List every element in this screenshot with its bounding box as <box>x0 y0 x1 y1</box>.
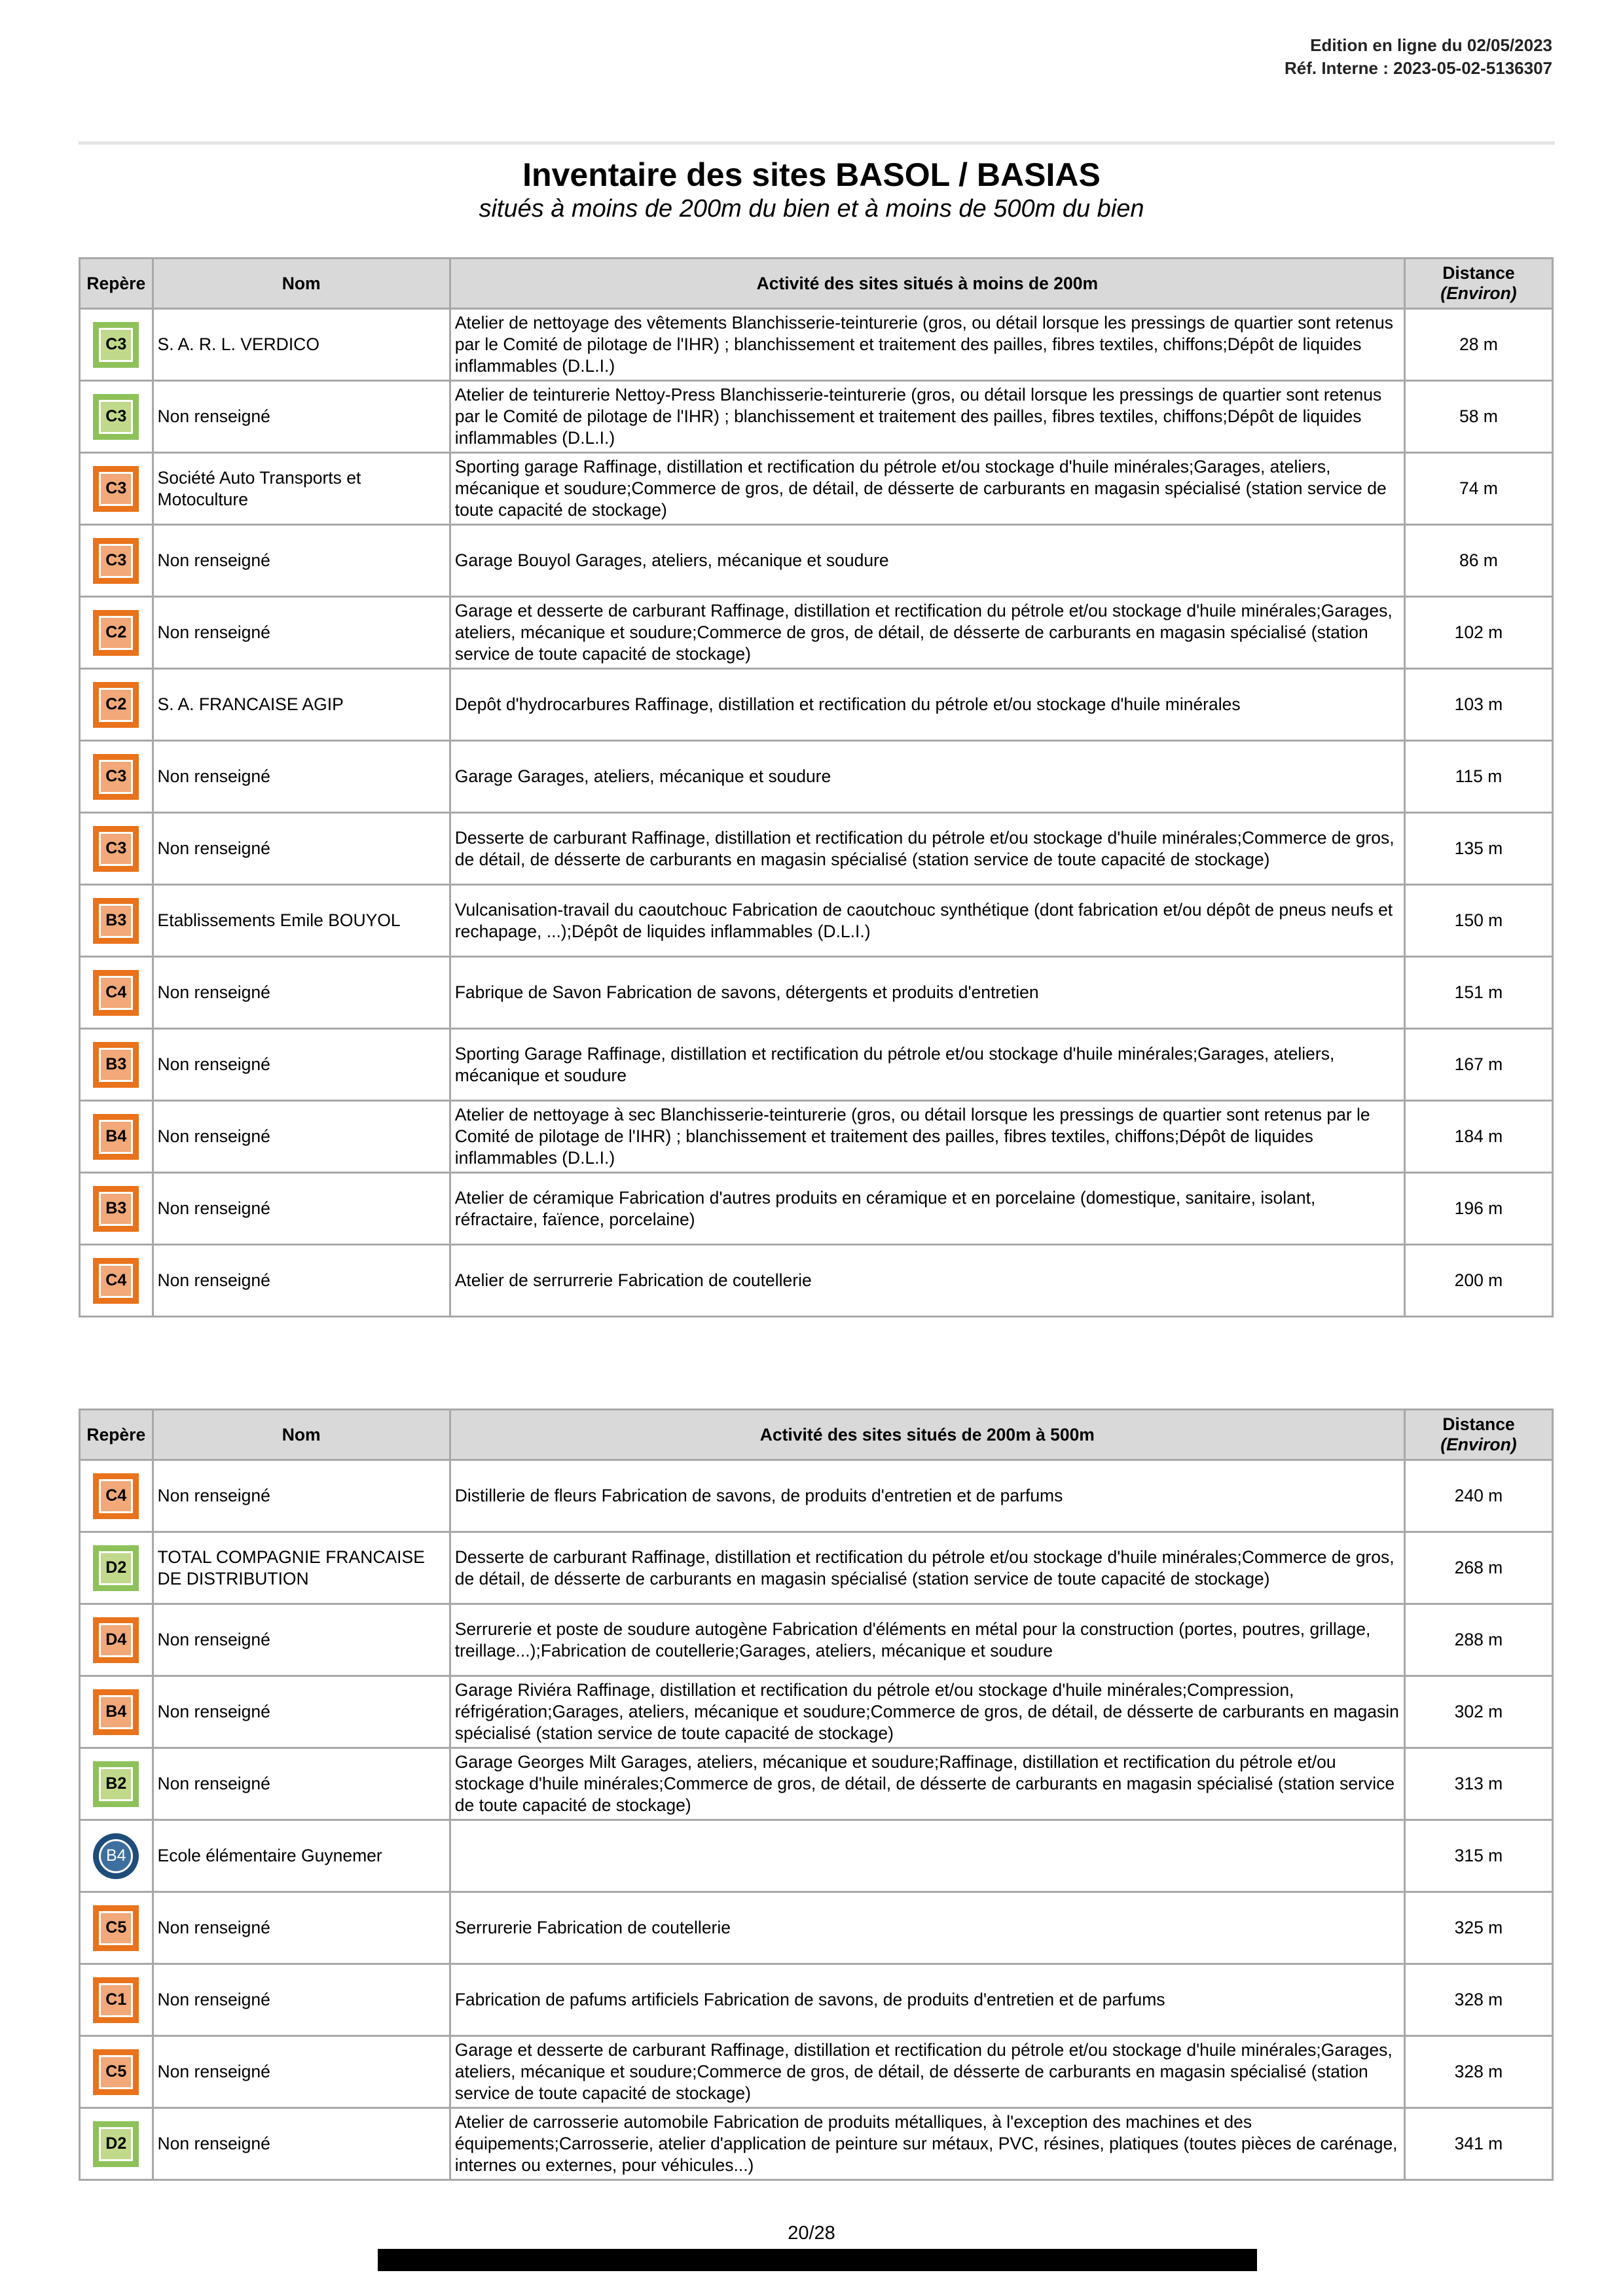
table-header-row <box>80 259 1553 309</box>
repere-marker-icon <box>93 1114 139 1160</box>
edition-info <box>1285 34 1552 80</box>
repere-label: B4 <box>99 1695 133 1729</box>
site-activity-cell: Atelier de céramique Fabrication d'autres produits en céramique et en porcelaine (domestique, sanitaire, isolant, réfractaire, faïence, porcelaine) <box>450 1173 1404 1245</box>
repere-marker-icon <box>93 466 139 512</box>
col-header-activite: Activité des sites situés de 200m à 500m <box>450 1410 1404 1460</box>
site-distance-cell: 325 m <box>1404 1892 1552 1964</box>
distance-label: Distance <box>1442 263 1515 283</box>
repere-cell <box>80 1892 153 1964</box>
repere-marker-icon <box>93 2049 139 2095</box>
repere-marker-icon <box>93 826 139 872</box>
table-row <box>80 1245 1553 1317</box>
repere-label: B4 <box>99 1839 133 1873</box>
repere-marker-icon <box>93 1977 139 2023</box>
site-activity-cell: Garage Bouyol Garages, ateliers, mécanique et soudure <box>450 525 1404 597</box>
repere-cell <box>80 2036 153 2108</box>
edition-date: Edition en ligne du 02/05/2023 <box>1310 35 1552 55</box>
repere-marker-icon <box>93 1761 139 1807</box>
site-activity-cell: Garage Georges Milt Garages, ateliers, mécanique et soudure;Raffinage, distillation et rectification du pétrole et/ou stockage d'huile minérales;Commerce de gros, de détail, de désserte de carburants en magasin spécialisé (station service de toute capacité de stockage) <box>450 1748 1404 1820</box>
site-distance-cell: 315 m <box>1404 1820 1552 1892</box>
site-activity-cell: Garage et desserte de carburant Raffinage, distillation et rectification du pétrole et/ou stockage d'huile minérales;Garages, ateliers, mécanique et soudure;Commerce de gros, de détail, de désserte de carburants en magasin spécialisé (station service de toute capacité de stockage) <box>450 597 1404 669</box>
site-activity-cell: Fabrication de pafums artificiels Fabrication de savons, de produits d'entretien et de parfums <box>450 1964 1404 2036</box>
repere-marker-icon <box>93 1473 139 1519</box>
table-row <box>80 525 1553 597</box>
site-activity-cell: Garage et desserte de carburant Raffinage, distillation et rectification du pétrole et/ou stockage d'huile minérales;Garages, ateliers, mécanique et soudure;Commerce de gros, de détail, de désserte de carburants en magasin spécialisé (station service de toute capacité de stockage) <box>450 2036 1404 2108</box>
site-distance-cell: 74 m <box>1404 453 1552 525</box>
repere-cell <box>80 453 153 525</box>
sites-table-under-200m <box>79 257 1554 1318</box>
repere-label: D2 <box>99 2127 133 2161</box>
site-distance-cell: 196 m <box>1404 1173 1552 1245</box>
site-distance-cell: 268 m <box>1404 1532 1552 1604</box>
repere-label: C4 <box>99 1264 133 1298</box>
site-name-cell: S. A. R. L. VERDICO <box>153 309 450 381</box>
site-name-cell: Non renseigné <box>153 813 450 885</box>
repere-marker-icon <box>93 322 139 368</box>
repere-cell <box>80 1748 153 1820</box>
repere-cell <box>80 597 153 669</box>
repere-marker-icon <box>93 682 139 728</box>
repere-cell <box>80 1460 153 1532</box>
repere-cell <box>80 1029 153 1101</box>
repere-cell <box>80 1676 153 1748</box>
repere-label: B3 <box>99 904 133 938</box>
table-row <box>80 1604 1553 1676</box>
repere-cell <box>80 669 153 741</box>
repere-marker-icon <box>93 970 139 1016</box>
page-number: 20/28 <box>788 2223 835 2244</box>
site-name-cell: Non renseigné <box>153 597 450 669</box>
repere-label: C4 <box>99 976 133 1010</box>
site-activity-cell: Atelier de serrurrerie Fabrication de coutellerie <box>450 1245 1404 1317</box>
repere-marker-icon <box>93 394 139 440</box>
table-row <box>80 1173 1553 1245</box>
repere-cell <box>80 741 153 813</box>
site-activity-cell: Desserte de carburant Raffinage, distillation et rectification du pétrole et/ou stockage d'huile minérales;Commerce de gros, de détail, de désserte de carburants en magasin spécialisé (station service de toute capacité de stockage) <box>450 1532 1404 1604</box>
site-name-cell: Non renseigné <box>153 381 450 453</box>
repere-cell <box>80 381 153 453</box>
repere-label: C3 <box>99 832 133 866</box>
site-name-cell: Non renseigné <box>153 1676 450 1748</box>
table-row <box>80 813 1553 885</box>
repere-marker-icon <box>93 1689 139 1735</box>
repere-label: D2 <box>99 1551 133 1585</box>
site-activity-cell: Sporting Garage Raffinage, distillation et rectification du pétrole et/ou stockage d'huile minérales;Garages, ateliers, mécanique et soudure <box>450 1029 1404 1101</box>
repere-cell <box>80 885 153 957</box>
site-name-cell: S. A. FRANCAISE AGIP <box>153 669 450 741</box>
site-distance-cell: 151 m <box>1404 957 1552 1029</box>
table-row <box>80 1748 1553 1820</box>
site-distance-cell: 28 m <box>1404 309 1552 381</box>
site-distance-cell: 167 m <box>1404 1029 1552 1101</box>
footer-bar <box>378 2249 1257 2271</box>
table-row <box>80 1820 1553 1892</box>
repere-cell <box>80 1604 153 1676</box>
repere-marker-icon <box>93 610 139 656</box>
header-divider <box>79 141 1555 145</box>
site-distance-cell: 150 m <box>1404 885 1552 957</box>
repere-label: B3 <box>99 1048 133 1082</box>
site-name-cell: Non renseigné <box>153 1029 450 1101</box>
repere-label: C3 <box>99 544 133 578</box>
site-name-cell: Etablissements Emile BOUYOL <box>153 885 450 957</box>
site-name-cell: Non renseigné <box>153 1604 450 1676</box>
site-activity-cell: Atelier de nettoyage à sec Blanchisserie-teinturerie (gros, ou détail lorsque les pressings de quartier sont retenus par le Comité de pilotage de l'IHR) ; blanchissement et traitement des pailles, fibres textiles, chiffons;Dépôt de liquides inflammables (D.L.I.) <box>450 1101 1404 1173</box>
table-row <box>80 1892 1553 1964</box>
table-row <box>80 1460 1553 1532</box>
site-distance-cell: 341 m <box>1404 2108 1552 2180</box>
col-header-activite: Activité des sites situés à moins de 200m <box>450 259 1404 309</box>
table-row <box>80 885 1553 957</box>
table-row <box>80 309 1553 381</box>
table-row <box>80 1964 1553 2036</box>
site-name-cell: Société Auto Transports et Motoculture <box>153 453 450 525</box>
site-distance-cell: 328 m <box>1404 2036 1552 2108</box>
site-distance-cell: 313 m <box>1404 1748 1552 1820</box>
repere-label: C4 <box>99 1479 133 1513</box>
table-row <box>80 2036 1553 2108</box>
site-name-cell: Non renseigné <box>153 1245 450 1317</box>
repere-marker-icon <box>93 2121 139 2167</box>
repere-marker-icon <box>93 1617 139 1663</box>
page-title: Inventaire des sites BASOL / BASIAS <box>522 156 1101 193</box>
table-row <box>80 669 1553 741</box>
table-header-row <box>80 1410 1553 1460</box>
site-name-cell: Non renseigné <box>153 1892 450 1964</box>
sites-table-200m-to-500m <box>79 1408 1554 2181</box>
site-activity-cell <box>450 1820 1404 1892</box>
repere-marker-icon <box>93 1905 139 1951</box>
repere-cell <box>80 1173 153 1245</box>
repere-marker-icon <box>93 1186 139 1232</box>
distance-sublabel: (Environ) <box>1440 283 1517 303</box>
repere-label: B4 <box>99 1120 133 1154</box>
site-name-cell: Ecole élémentaire Guynemer <box>153 1820 450 1892</box>
repere-cell <box>80 813 153 885</box>
table-row <box>80 381 1553 453</box>
site-activity-cell: Atelier de carrosserie automobile Fabrication de produits métalliques, à l'exception des machines et des équipements;Carrosserie, atelier d'application de peinture sur métaux, PVC, résines, platiques (toutes pièces de carénage, internes ou externes, pour véhicules...) <box>450 2108 1404 2180</box>
repere-cell <box>80 1820 153 1892</box>
site-distance-cell: 328 m <box>1404 1964 1552 2036</box>
repere-cell <box>80 2108 153 2180</box>
repere-label: D4 <box>99 1623 133 1657</box>
site-activity-cell: Serrurerie et poste de soudure autogène Fabrication d'éléments en métal pour la construction (portes, poutres, grillage, treillage...);Fabrication de coutellerie;Garages, ateliers, mécanique et soudure <box>450 1604 1404 1676</box>
table-row <box>80 1676 1553 1748</box>
site-name-cell: Non renseigné <box>153 957 450 1029</box>
repere-marker-icon <box>93 1833 139 1879</box>
repere-cell <box>80 1245 153 1317</box>
table-row <box>80 1101 1553 1173</box>
repere-label: B2 <box>99 1767 133 1801</box>
repere-marker-icon <box>93 898 139 944</box>
site-activity-cell: Atelier de nettoyage des vêtements Blanchisserie-teinturerie (gros, ou détail lorsque les pressings de quartier sont retenus par le Comité de pilotage de l'IHR) ; blanchissement et traitement des pailles, fibres textiles, chiffons;Dépôt de liquides inflammables (D.L.I.) <box>450 309 1404 381</box>
col-header-distance <box>1404 1410 1552 1460</box>
repere-label: C1 <box>99 1983 133 2017</box>
site-activity-cell: Desserte de carburant Raffinage, distillation et rectification du pétrole et/ou stockage d'huile minérales;Commerce de gros, de détail, de désserte de carburants en magasin spécialisé (station service de toute capacité de stockage) <box>450 813 1404 885</box>
repere-cell <box>80 1964 153 2036</box>
repere-marker-icon <box>93 1258 139 1304</box>
site-activity-cell: Garage Garages, ateliers, mécanique et soudure <box>450 741 1404 813</box>
repere-cell <box>80 309 153 381</box>
table-row <box>80 1532 1553 1604</box>
col-header-repere: Repère <box>80 1410 153 1460</box>
repere-marker-icon <box>93 1042 139 1088</box>
site-activity-cell: Depôt d'hydrocarbures Raffinage, distillation et rectification du pétrole et/ou stockage d'huile minérales <box>450 669 1404 741</box>
table-row <box>80 741 1553 813</box>
repere-cell <box>80 1101 153 1173</box>
site-distance-cell: 200 m <box>1404 1245 1552 1317</box>
col-header-nom: Nom <box>153 1410 450 1460</box>
site-name-cell: Non renseigné <box>153 1748 450 1820</box>
site-distance-cell: 58 m <box>1404 381 1552 453</box>
site-distance-cell: 86 m <box>1404 525 1552 597</box>
repere-label: C3 <box>99 328 133 362</box>
site-distance-cell: 288 m <box>1404 1604 1552 1676</box>
table-row <box>80 2108 1553 2180</box>
site-name-cell: Non renseigné <box>153 1101 450 1173</box>
site-distance-cell: 102 m <box>1404 597 1552 669</box>
site-name-cell: Non renseigné <box>153 2036 450 2108</box>
repere-cell <box>80 957 153 1029</box>
site-activity-cell: Vulcanisation-travail du caoutchouc Fabrication de caoutchouc synthétique (dont fabrication et/ou dépôt de pneus neufs et rechapage, ...);Dépôt de liquides inflammables (D.L.I.) <box>450 885 1404 957</box>
repere-label: C5 <box>99 2055 133 2089</box>
table-row <box>80 957 1553 1029</box>
site-distance-cell: 302 m <box>1404 1676 1552 1748</box>
table-row <box>80 1029 1553 1101</box>
distance-label: Distance <box>1442 1414 1515 1434</box>
repere-label: C2 <box>99 616 133 650</box>
site-distance-cell: 184 m <box>1404 1101 1552 1173</box>
site-name-cell: Non renseigné <box>153 1964 450 2036</box>
repere-cell <box>80 525 153 597</box>
site-name-cell: Non renseigné <box>153 2108 450 2180</box>
site-activity-cell: Serrurerie Fabrication de coutellerie <box>450 1892 1404 1964</box>
site-distance-cell: 103 m <box>1404 669 1552 741</box>
repere-label: C3 <box>99 400 133 434</box>
repere-label: C3 <box>99 472 133 506</box>
repere-marker-icon <box>93 538 139 584</box>
col-header-distance <box>1404 259 1552 309</box>
distance-sublabel: (Environ) <box>1440 1435 1517 1454</box>
site-name-cell: Non renseigné <box>153 525 450 597</box>
site-activity-cell: Atelier de teinturerie Nettoy-Press Blanchisserie-teinturerie (gros, ou détail lorsque les pressings de quartier sont retenus par le Comité de pilotage de l'IHR) ; blanchissement et traitement des pailles, fibres textiles, chiffons;Dépôt de liquides inflammables (D.L.I.) <box>450 381 1404 453</box>
site-distance-cell: 240 m <box>1404 1460 1552 1532</box>
site-name-cell: Non renseigné <box>153 741 450 813</box>
repere-label: C3 <box>99 760 133 794</box>
col-header-repere: Repère <box>80 259 153 309</box>
site-activity-cell: Distillerie de fleurs Fabrication de savons, de produits d'entretien et de parfums <box>450 1460 1404 1532</box>
repere-label: C2 <box>99 688 133 722</box>
site-name-cell: Non renseigné <box>153 1460 450 1532</box>
table-row <box>80 453 1553 525</box>
repere-label: C5 <box>99 1911 133 1945</box>
table-row <box>80 597 1553 669</box>
site-name-cell: Non renseigné <box>153 1173 450 1245</box>
repere-label: B3 <box>99 1192 133 1226</box>
page-subtitle: situés à moins de 200m du bien et à moins de 500m du bien <box>479 195 1144 223</box>
site-name-cell: TOTAL COMPAGNIE FRANCAISE DE DISTRIBUTION <box>153 1532 450 1604</box>
site-distance-cell: 115 m <box>1404 741 1552 813</box>
repere-marker-icon <box>93 1545 139 1591</box>
site-distance-cell: 135 m <box>1404 813 1552 885</box>
repere-marker-icon <box>93 754 139 800</box>
repere-cell <box>80 1532 153 1604</box>
site-activity-cell: Sporting garage Raffinage, distillation et rectification du pétrole et/ou stockage d'huile minérales;Garages, ateliers, mécanique et soudure;Commerce de gros, de détail, de désserte de carburants en magasin spécialisé (station service de toute capacité de stockage) <box>450 453 1404 525</box>
internal-reference: Réf. Interne : 2023-05-02-5136307 <box>1284 58 1552 78</box>
col-header-nom: Nom <box>153 259 450 309</box>
site-activity-cell: Garage Riviéra Raffinage, distillation et rectification du pétrole et/ou stockage d'huile minérales;Compression, réfrigération;Garages, ateliers, mécanique et soudure;Commerce de gros, de détail, de désserte de carburants en magasin spécialisé (station service de toute capacité de stockage) <box>450 1676 1404 1748</box>
site-activity-cell: Fabrique de Savon Fabrication de savons, détergents et produits d'entretien <box>450 957 1404 1029</box>
